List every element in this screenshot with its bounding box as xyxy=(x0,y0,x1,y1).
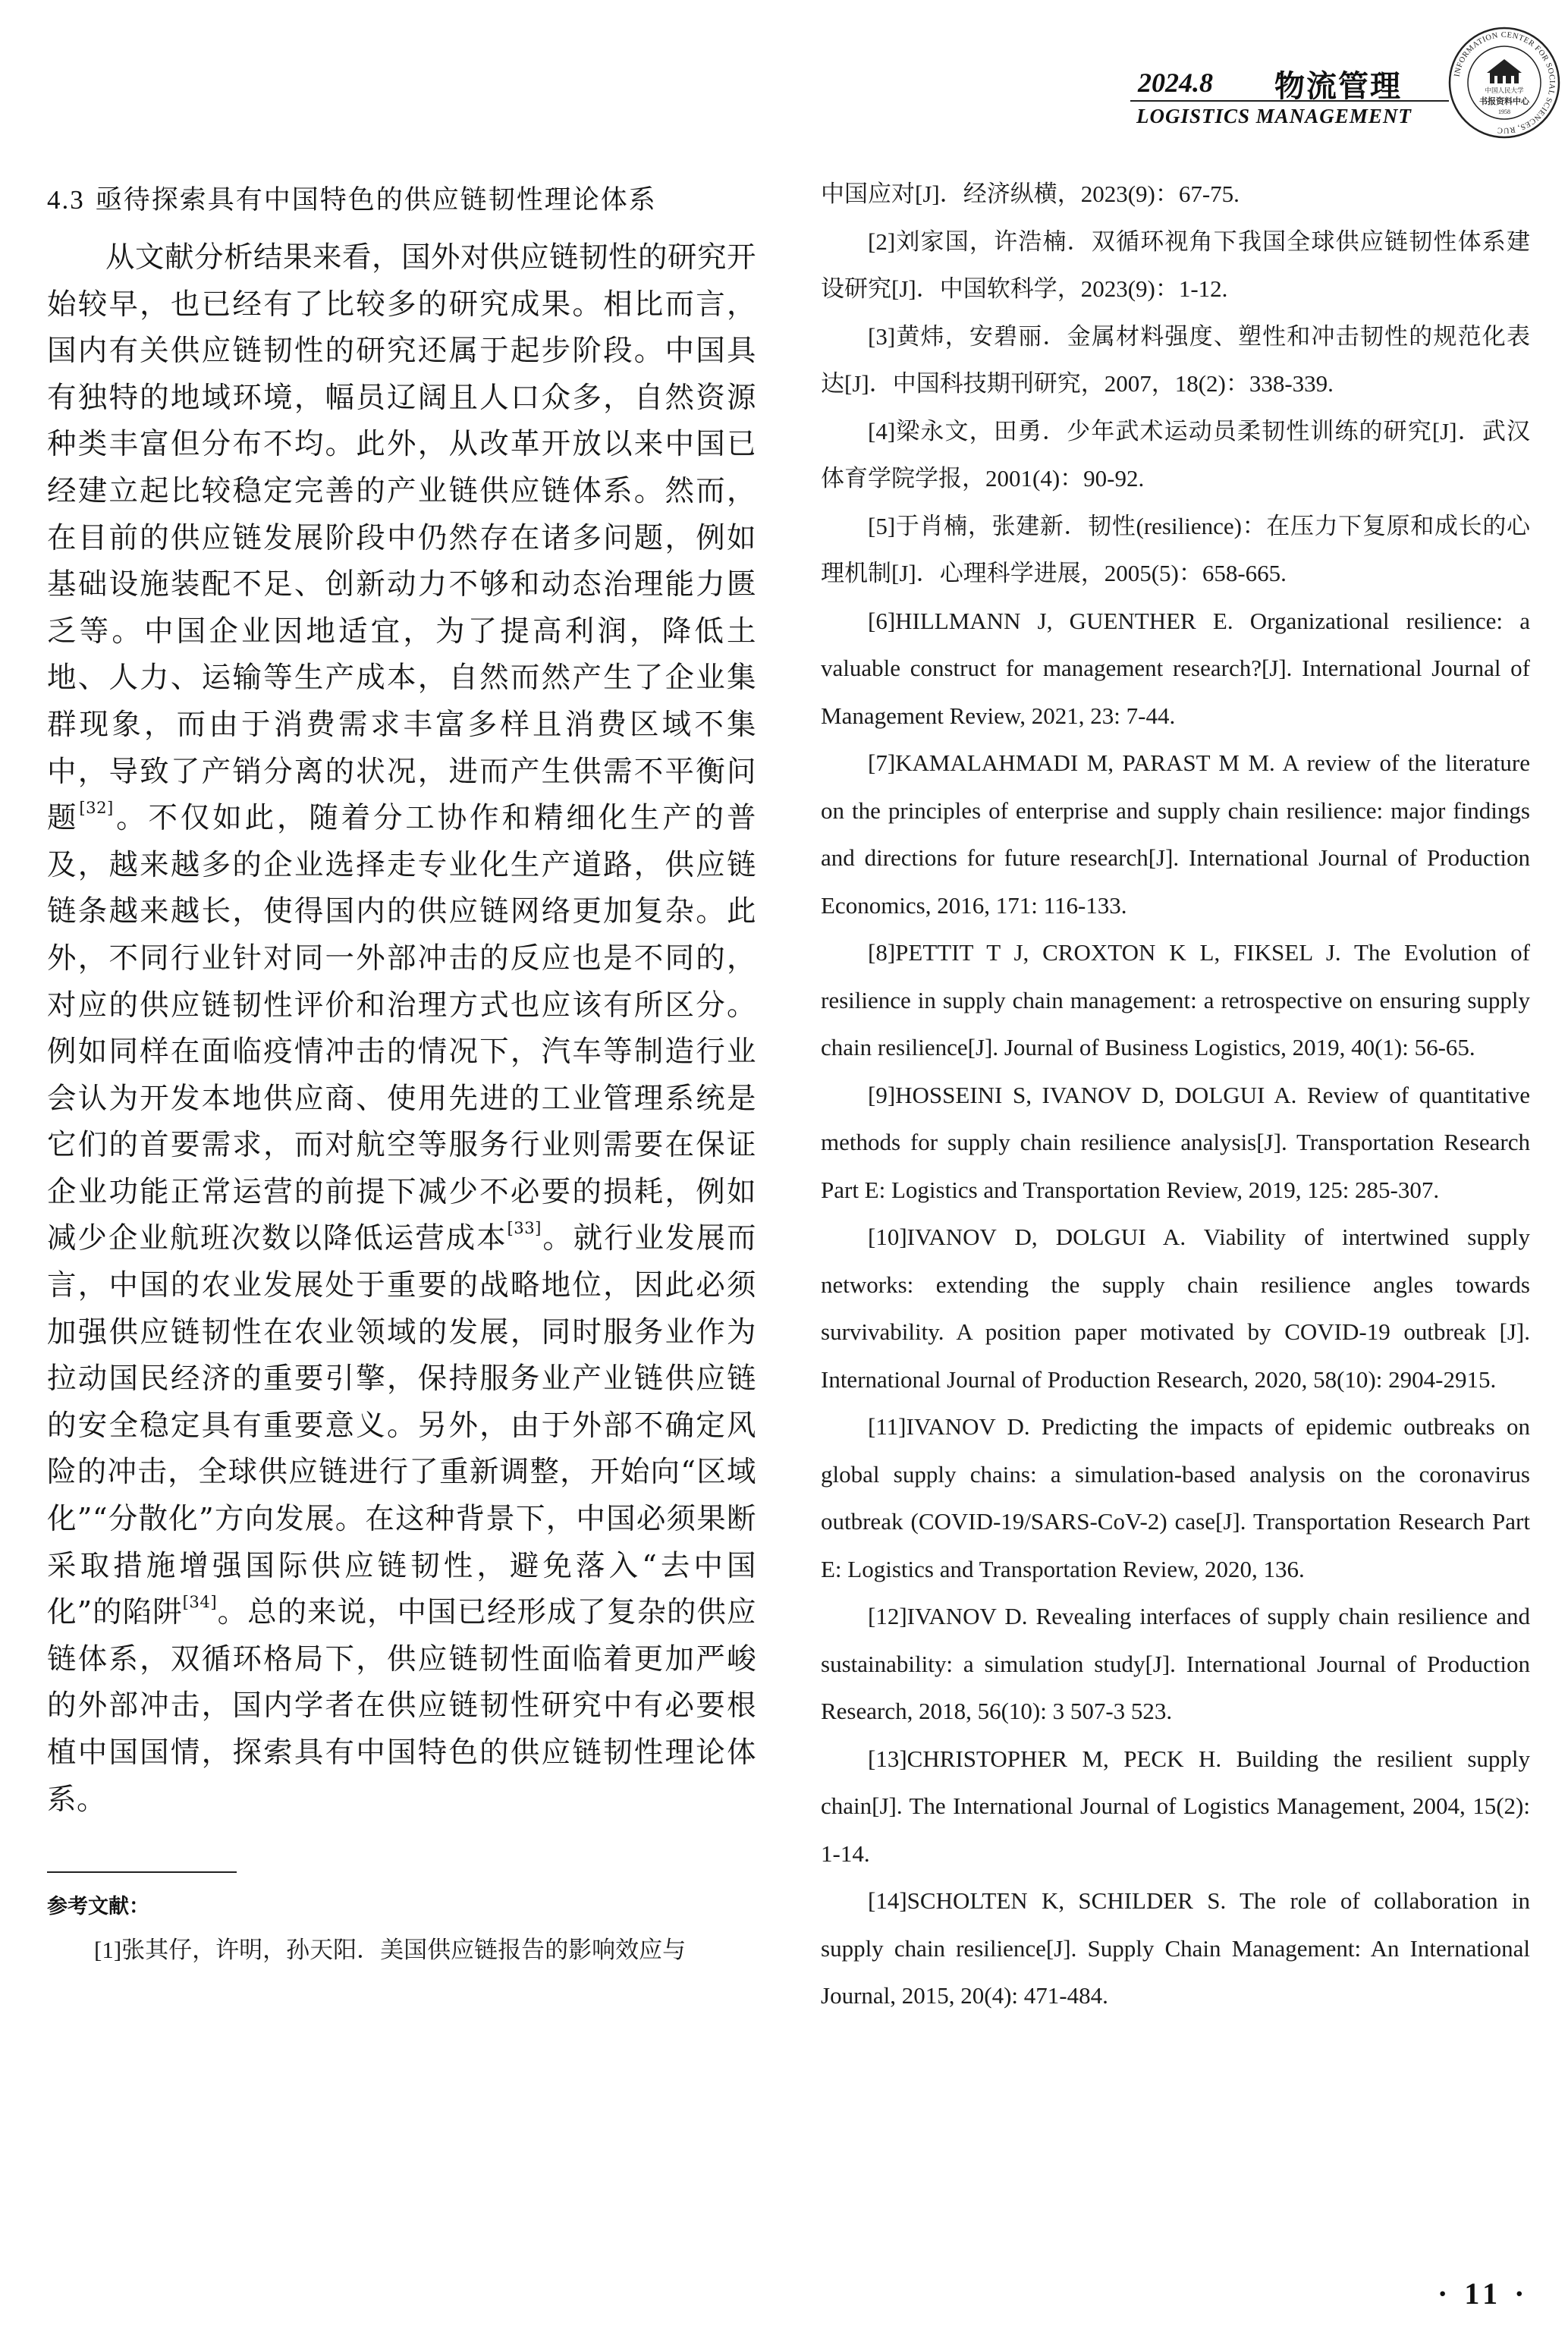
section-title: 亟待探索具有中国特色的供应链韧性理论体系 xyxy=(95,185,657,215)
body-text-part: 。就行业发展而言，中国的农业发展处于重要的战略地位，因此必须加强供应链韧性在农业领域的发展，同时服务业作为拉动国民经济的重要引擎，保持服务业产业链供应链的安全稳定具有重要意义。另外，由于外部不确定风险的冲击，全球供应链进行了重新调整，开始向“区域化”“分散化”方向发展。在这种背景下，中国必须果断采取措施增强国际供应链韧性，避免落入“去中国化”的陷阱 xyxy=(47,1221,756,1630)
citation-33: [33] xyxy=(507,1218,542,1238)
reference-item: [1]张其仔，许明，孙天阳．美国供应链报告的影响效应与 xyxy=(94,1937,687,1964)
reference-item: [6]HILLMANN J, GUENTHER E. Organizational resilience: a valuable construct for management research?[J]. International Journal of Management Review, 2021, 23: 7-44. xyxy=(821,607,1530,729)
citation-34: [34] xyxy=(182,1592,218,1612)
institution-seal-logo xyxy=(1447,26,1561,140)
journal-title-en: LOGISTICS MANAGEMENT xyxy=(1136,105,1412,127)
journal-title-cn: 物流管理 xyxy=(1274,69,1402,104)
reference-item: [5]于肖楠，张建新．韧性(resilience)：在压力下复原和成长的心理机制[J]．心理科学进展，2005(5)：658-665. xyxy=(821,512,1530,586)
reference-item: [7]KAMALAHMADI M, PARAST M M. A review of the literature on the principles of enterprise and supply chain resilience: major findings and directions for future research[J]. International Journal of Production Economics, 2016, 171: 116-133. xyxy=(821,749,1530,919)
page-number: · 11 · xyxy=(1438,2276,1529,2311)
right-column xyxy=(821,171,1530,2020)
reference-item: [4]梁永文，田勇．少年武术运动员柔韧性训练的研究[J]．武汉体育学院学报，2001(4)：90-92. xyxy=(821,417,1530,492)
references-divider xyxy=(47,1871,237,1873)
issue-label: 2024.8 xyxy=(1138,68,1213,98)
reference-item: [12]IVANOV D. Revealing interfaces of supply chain resilience and sustainability: a simulation study[J]. International Journal of Production Research, 2018, 56(10): 3 507-3 523. xyxy=(821,1603,1530,1724)
reference-item: [8]PETTIT T J, CROXTON K L, FIKSEL J. The Evolution of resilience in supply chain management: a retrospective on ensuring supply chain resilience[J]. Journal of Business Logistics, 2019, 40(1): 56-65. xyxy=(821,939,1530,1060)
seal-year: 1958 xyxy=(1498,108,1510,115)
header-rule xyxy=(1130,100,1449,102)
body-text-part: 。总的来说，中国已经形成了复杂的供应链体系，双循环格局下，供应链韧性面临着更加严峻的外部冲击，国内学者在供应链韧性研究中有必要根植中国国情，探索具有中国特色的供应链韧性理论体系。 xyxy=(47,1595,756,1817)
reference-item: [14]SCHOLTEN K, SCHILDER S. The role of collaboration in supply chain resilience[J]. Supply Chain Management: An International Journal, 2015, 20(4): 471-484. xyxy=(821,1887,1530,2009)
seal-inner-text-1: 中国人民大学 xyxy=(1485,87,1524,95)
section-number: 4.3 xyxy=(47,185,85,215)
reference-item: [2]刘家国，许浩楠．双循环视角下我国全球供应链韧性体系建设研究[J]．中国软科学，2023(9)：1-12. xyxy=(821,228,1530,302)
seal-ring-text: INFORMATION CENTER FOR SOCIAL SCIENCES, RUC xyxy=(1453,30,1557,135)
references-heading: 参考文献： xyxy=(47,1895,149,1919)
reference-item: [13]CHRISTOPHER M, PECK H. Building the resilient supply chain[J]. The International Journal of Logistics Management, 2004, 15(2): 1-14. xyxy=(821,1745,1530,1867)
reference-item: [9]HOSSEINI S, IVANOV D, DOLGUI A. Review of quantitative methods for supply chain resilience analysis[J]. Transportation Research Part E: Logistics and Transportation Review, 2019, 125: 285-307. xyxy=(821,1081,1530,1203)
page-header xyxy=(1085,23,1557,152)
reference-item: [3]黄炜，安碧丽．金属材料强度、塑性和冲击韧性的规范化表达[J]．中国科技期刊研究，2007，18(2)：338-339. xyxy=(821,322,1530,397)
reference-item: [10]IVANOV D, DOLGUI A. Viability of intertwined supply networks: extending the supply chain resilience angles towards survivability. A position paper motivated by COVID-19 outbreak [J]. International Journal of Production Research, 2020, 58(10): 2904-2915. xyxy=(821,1224,1530,1393)
reference-item-continued: 中国应对[J]．经济纵横，2023(9)：67-75. xyxy=(821,181,1240,207)
body-text-part: 。不仅如此，随着分工协作和精细化生产的普及，越来越多的企业选择走专业化生产道路，供应链链条越来越长，使得国内的供应链网络更加复杂。此外，不同行业针对同一外部冲击的反应也是不同的，对应的供应链韧性评价和治理方式也应该有所区分。例如同样在面临疫情冲击的情况下，汽车等制造行业会认为开发本地供应商、使用先进的工业管理系统是它们的首要需求，而对航空等服务行业则需要在保证企业功能正常运营的前提下减少不必要的损耗，例如减少企业航班次数以降低运营成本 xyxy=(47,801,756,1256)
citation-32: [32] xyxy=(79,798,114,818)
seal-inner-text-2: 书报资料中心 xyxy=(1479,96,1529,106)
body-text-part: 从文献分析结果来看，国外对供应链韧性的研究开始较早，也已经有了比较多的研究成果。相比而言，国内有关供应链韧性的研究还属于起步阶段。中国具有独特的地域环境，幅员辽阔且人口众多，自然资源种类丰富但分布不均。此外，从改革开放以来中国已经建立起比较稳定完善的产业链供应链体系。然而，在目前的供应链发展阶段中仍然存在诸多问题，例如基础设施装配不足、创新动力不够和动态治理能力匮乏等。中国企业因地适宜，为了提高利润，降低土地、人力、运输等生产成本，自然而然产生了企业集群现象，而由于消费需求丰富多样且消费区域不集中，导致了产销分离的状况，进而产生供需不平衡问题 xyxy=(47,240,757,836)
left-column xyxy=(47,171,756,1975)
reference-item: [11]IVANOV D. Predicting the impacts of epidemic outbreaks on global supply chains: a simulation-based analysis on the coronavirus outbreak (COVID-19/SARS-CoV-2) case[J]. Transportation Research Part E: Logistics and Transportation Review, 2020, 136. xyxy=(821,1413,1530,1582)
section-heading xyxy=(47,171,756,230)
body-paragraph xyxy=(47,234,756,1823)
